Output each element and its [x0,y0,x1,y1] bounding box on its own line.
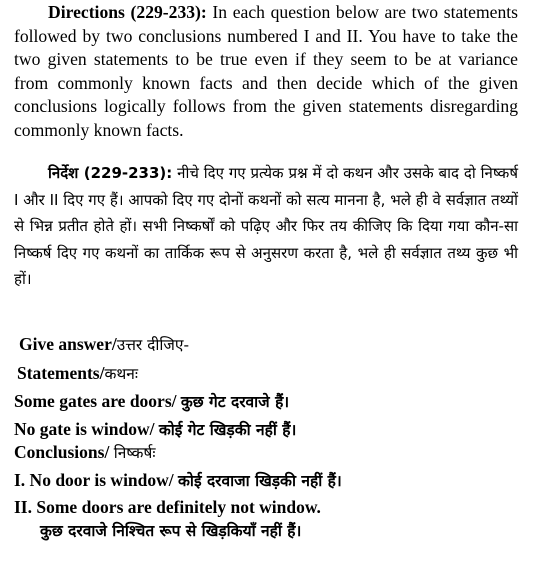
statement-1-hi: कुछ गेट दरवाजे हैं। [180,393,290,411]
give-answer-hi: उत्तर दीजिए- [116,336,190,354]
directions-text: In each question below are two statements followed by two conclusions numbered I and II. You have to take the two given statements to be true even if they seem to be at variance from commonly known facts and then decide which of the given conclusions logically follows from the given statements disregarding commonly known facts. [14,2,519,140]
give-answer-en: Give answer/ [19,334,117,354]
statement-2-hi: कोई गेट खिड़की नहीं हैं। [158,421,297,439]
statement-1 [14,390,289,412]
statement-2-en: No gate is window/ [14,419,159,439]
conclusion-1 [14,469,342,491]
conclusion-1-en: I. No door is window/ [14,470,179,490]
directions-hindi-paragraph [14,160,518,293]
statements-label-en: Statements/ [17,363,105,383]
conclusion-1-hi: कोई दरवाजा खिड़की नहीं हैं। [178,472,342,490]
directions-hindi-label: निर्देश (229-233): [48,164,173,182]
directions-label: Directions (229-233): [48,2,207,22]
statements-label [17,362,138,384]
statements-label-hi: कथनः [104,365,139,383]
conclusion-2 [14,497,321,518]
conclusions-label-en: Conclusions/ [14,442,114,462]
give-answer-line [19,333,189,355]
conclusion-2-hindi [40,519,301,541]
conclusion-2-hi: कुछ दरवाजे निश्चित रूप से खिड़कियाँ नहीं हैं। [40,522,302,540]
statement-2 [14,418,296,440]
conclusions-label [14,441,155,463]
directions-hindi-text: नीचे दिए गए प्रत्येक प्रश्न में दो कथन और उसके बाद दो निष्कर्ष I और II दिए गए हैं। आपको दिए गए दोनों कथनों को सत्य मानना है, भले ही वे सर्वज्ञात तथ्यों से भिन्न प्रतीत होते हों। सभी निष्कर्षों को पढ़िए और फिर तय कीजिए कि दिया गया कौन-सा निष्कर्ष दिए गए कथनों का तार्किक रूप से अनुसरण करता है, भले ही सर्वज्ञात तथ्य कुछ भी हों। [14,164,518,289]
conclusions-label-hi: निष्कर्षः [113,444,156,462]
directions-paragraph [14,1,518,143]
conclusion-2-en: II. Some doors are definitely not window. [14,497,321,517]
statement-1-en: Some gates are doors/ [14,391,181,411]
